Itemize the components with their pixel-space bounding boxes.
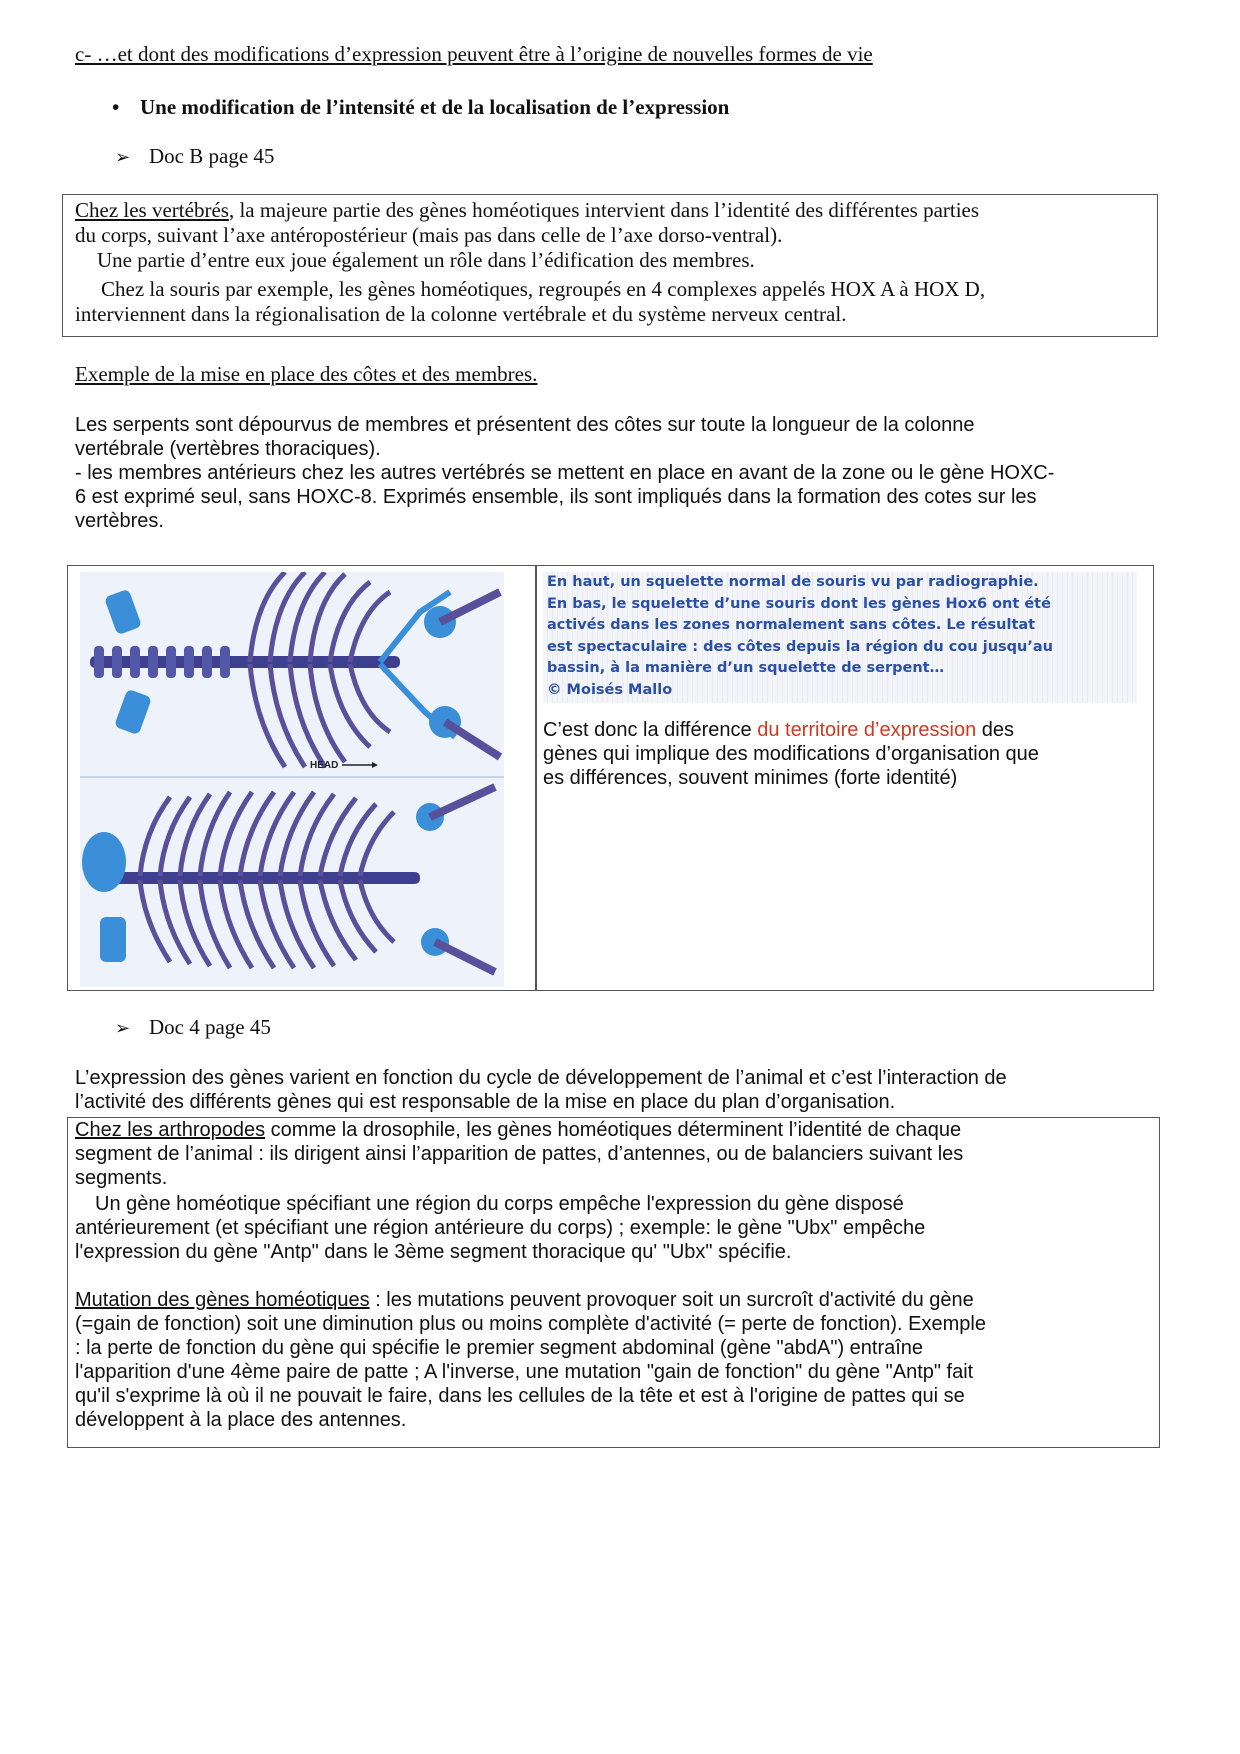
snakes-line5: vertèbres. [75,510,164,532]
snakes-paragraph [75,413,1175,533]
mutation-line4: l'apparition d'une 4ème paire de patte ; A l'inverse, une mutation "gain de fonction" du gène "Antp" fait [75,1361,974,1383]
expression-line2: l’activité des différents gènes qui est responsable de la mise en place du plan d’organisation. [75,1091,896,1113]
figure-caption [543,572,1137,703]
caption-line-5: bassin, à la manière d’un squelette de serpent… [547,660,945,676]
mutation-line5: qu'il s'exprime là où il ne pouvait le faire, dans les cellules de la tête et est à l'origine de pattes qui se [75,1385,965,1407]
conclusion-line2: gènes qui implique des modifications d’organisation que [543,743,1039,765]
mutation-lead: Mutation des gènes homéotiques [75,1289,370,1311]
box2-line3: segments. [75,1167,168,1189]
mutation-line6: développent à la place des antennes. [75,1409,407,1431]
box1-line2: du corps, suivant l’axe antéropostérieur (mais pas dans celle de l’axe dorso-ventral). [75,223,783,247]
bullet-heading: Une modification de l’intensité et de la localisation de l’expression [140,95,730,119]
bullet-heading-row [112,95,729,120]
conclusion-post: des [976,719,1015,741]
conclusion-highlight: du territoire d’expression [757,719,977,741]
mouse-skeleton-figure [80,572,504,987]
box2-line5: antérieurement (et spécifiant une région antérieure du corps) ; exemple: le gène "Ubx" empêche [75,1217,926,1239]
box2-lead: Chez les arthropodes [75,1119,266,1141]
box2-line2: segment de l’animal : ils dirigent ainsi l’apparition de pattes, d’antennes, ou de balanciers suivant les [75,1143,964,1165]
snakes-line2: vertébrale (vertèbres thoraciques). [75,438,381,460]
snakes-line1: Les serpents sont dépourvus de membres et présentent des côtes sur toute la longueur de la colonne [75,414,975,436]
box1-line4: Chez la souris par exemple, les gènes homéotiques, regroupés en 4 complexes appelés HOX A à HOX D, [101,277,986,301]
head-label: HEAD [310,760,339,771]
vertebrates-box-text [75,198,1155,327]
caption-line-2: En bas, le squelette d’une souris dont les gènes Hox6 ont été [547,595,1051,612]
mutation-line1 [75,1288,1155,1312]
figure-conclusion [543,718,1143,790]
conclusion-pre: C’est donc la différence [543,719,758,741]
expression-paragraph [75,1066,1175,1114]
figure-divider [535,565,537,991]
box1-line1 [75,198,1155,223]
caption-line-3: activés dans les zones normalement sans côtes. Le résultat [547,617,1036,633]
arrow-bullet-icon-2: ➢ [115,1018,131,1038]
caption-line-1: En haut, un squelette normal de souris vu par radiographie. [547,574,1039,590]
conclusion-line1 [543,718,1143,742]
box1-lead: Chez les vertébrés [75,198,229,222]
box1-line1-rest: , la majeure partie des gènes homéotiques intervient dans l’identité des différentes parties [228,198,980,222]
mutation-line3: : la perte de fonction du gène qui spécifie le premier segment abdominal (gène "abdA") entraîne [75,1337,924,1359]
box2-line4: Un gène homéotique spécifiant une région du corps empêche l'expression du gène disposé [95,1193,904,1215]
mutation-line1-rest: : les mutations peuvent provoquer soit un surcroît d'activité du gène [369,1289,974,1311]
example-heading: Exemple de la mise en place des côtes et des membres. [75,362,538,386]
caption-credit: © Moisés Mallo [547,681,673,698]
box1-line3: Une partie d’entre eux joue également un rôle dans l’édification des membres. [97,248,755,272]
conclusion-line3: es différences, souvent minimes (forte identité) [543,767,958,789]
box2-line1 [75,1118,1155,1142]
bullet-icon: • [112,95,120,119]
box2-line1-rest: comme la drosophile, les gènes homéotiques déterminent l’identité de chaque [265,1119,962,1141]
arthropods-box-text [75,1118,1155,1432]
doc-ref-1-row [115,144,274,170]
doc-ref-2: Doc 4 page 45 [149,1015,271,1039]
mutation-line2: (=gain de fonction) soit une diminution plus ou moins complète d'activité (= perte de fonction). Exemple [75,1313,986,1335]
doc-ref-2-row [115,1015,271,1041]
section-heading: c- …et dont des modifications d’expression peuvent être à l’origine de nouvelles formes de vie [75,42,873,66]
arrow-bullet-icon: ➢ [115,147,131,167]
box2-line6: l'expression du gène "Antp" dans le 3ème segment thoracique qu' "Ubx" spécifie. [75,1241,792,1263]
snakes-line3: - les membres antérieurs chez les autres vertébrés se mettent en place en avant de la zone ou le gène HOXC- [75,462,1055,484]
doc-ref-1: Doc B page 45 [149,144,275,168]
snakes-line4: 6 est exprimé seul, sans HOXC-8. Exprimés ensemble, ils sont impliqués dans la formation des cotes sur les [75,486,1037,508]
expression-line1: L’expression des gènes varient en fonction du cycle de développement de l’animal et c’est l’interaction de [75,1067,1007,1089]
box1-line5: interviennent dans la régionalisation de la colonne vertébrale et du système nerveux central. [75,302,847,326]
caption-line-4: est spectaculaire : des côtes depuis la région du cou jusqu’au [547,638,1053,655]
